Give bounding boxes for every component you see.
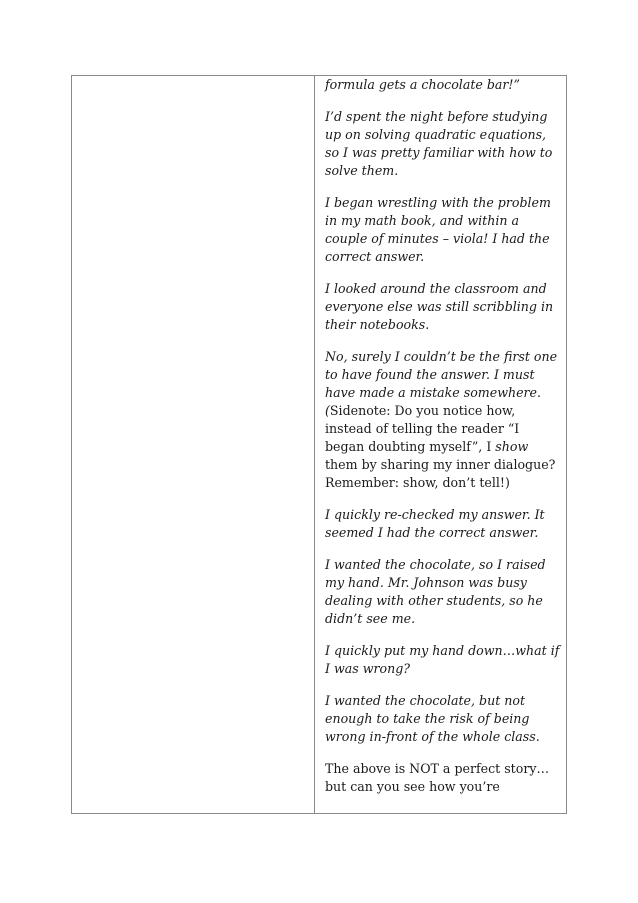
paragraph-4-text: I looked around the classroom and everyone else was still scribbling in their notebooks. bbox=[325, 281, 554, 332]
table-right-cell bbox=[315, 76, 566, 813]
paragraph-7 bbox=[325, 556, 562, 628]
paragraph-6 bbox=[325, 506, 562, 542]
paragraph-5-emphasis: show bbox=[495, 439, 529, 454]
paragraph-8-text: I quickly put my hand down…what if I was wrong? bbox=[325, 643, 560, 676]
paragraph-9 bbox=[325, 692, 562, 746]
paragraph-3 bbox=[325, 194, 562, 266]
paragraph-9-text: I wanted the chocolate, but not enough to take the risk of being wrong in-front of the whole class. bbox=[325, 693, 540, 744]
paragraph-5-sidenote-end: them by sharing my inner dialogue? Remember: show, don’t tell!) bbox=[325, 457, 556, 490]
paragraph-3-text: I began wrestling with the problem in my math book, and within a couple of minutes – viola! I had the correct answer. bbox=[325, 195, 551, 264]
paragraph-5-sidenote: Sidenote: Do you notice how, instead of telling the reader “I began doubting myself”, I bbox=[325, 403, 520, 454]
paragraph-7-text: I wanted the chocolate, so I raised my hand. Mr. Johnson was busy dealing with other students, so he didn’t see me. bbox=[325, 557, 546, 626]
paragraph-10 bbox=[325, 760, 562, 796]
paragraph-4 bbox=[325, 280, 562, 334]
paragraph-1 bbox=[325, 76, 562, 94]
paragraph-5-italic: No, surely I couldn’t be the first one to have found the answer. I must have made a mistake somewhere. ( bbox=[325, 349, 558, 418]
paragraph-5 bbox=[325, 348, 562, 492]
paragraph-2-text: I’d spent the night before studying up on solving quadratic equations, so I was pretty familiar with how to solve them. bbox=[325, 109, 553, 178]
document-table bbox=[71, 75, 567, 814]
paragraph-6-text: I quickly re-checked my answer. It seemed I had the correct answer. bbox=[325, 507, 545, 540]
table-left-cell bbox=[72, 76, 315, 813]
paragraph-10-text: The above is NOT a perfect story…but can you see how you’re bbox=[325, 761, 550, 794]
paragraph-8 bbox=[325, 642, 562, 678]
paragraph-2 bbox=[325, 108, 562, 180]
paragraph-1-text: formula gets a chocolate bar!” bbox=[325, 77, 520, 92]
